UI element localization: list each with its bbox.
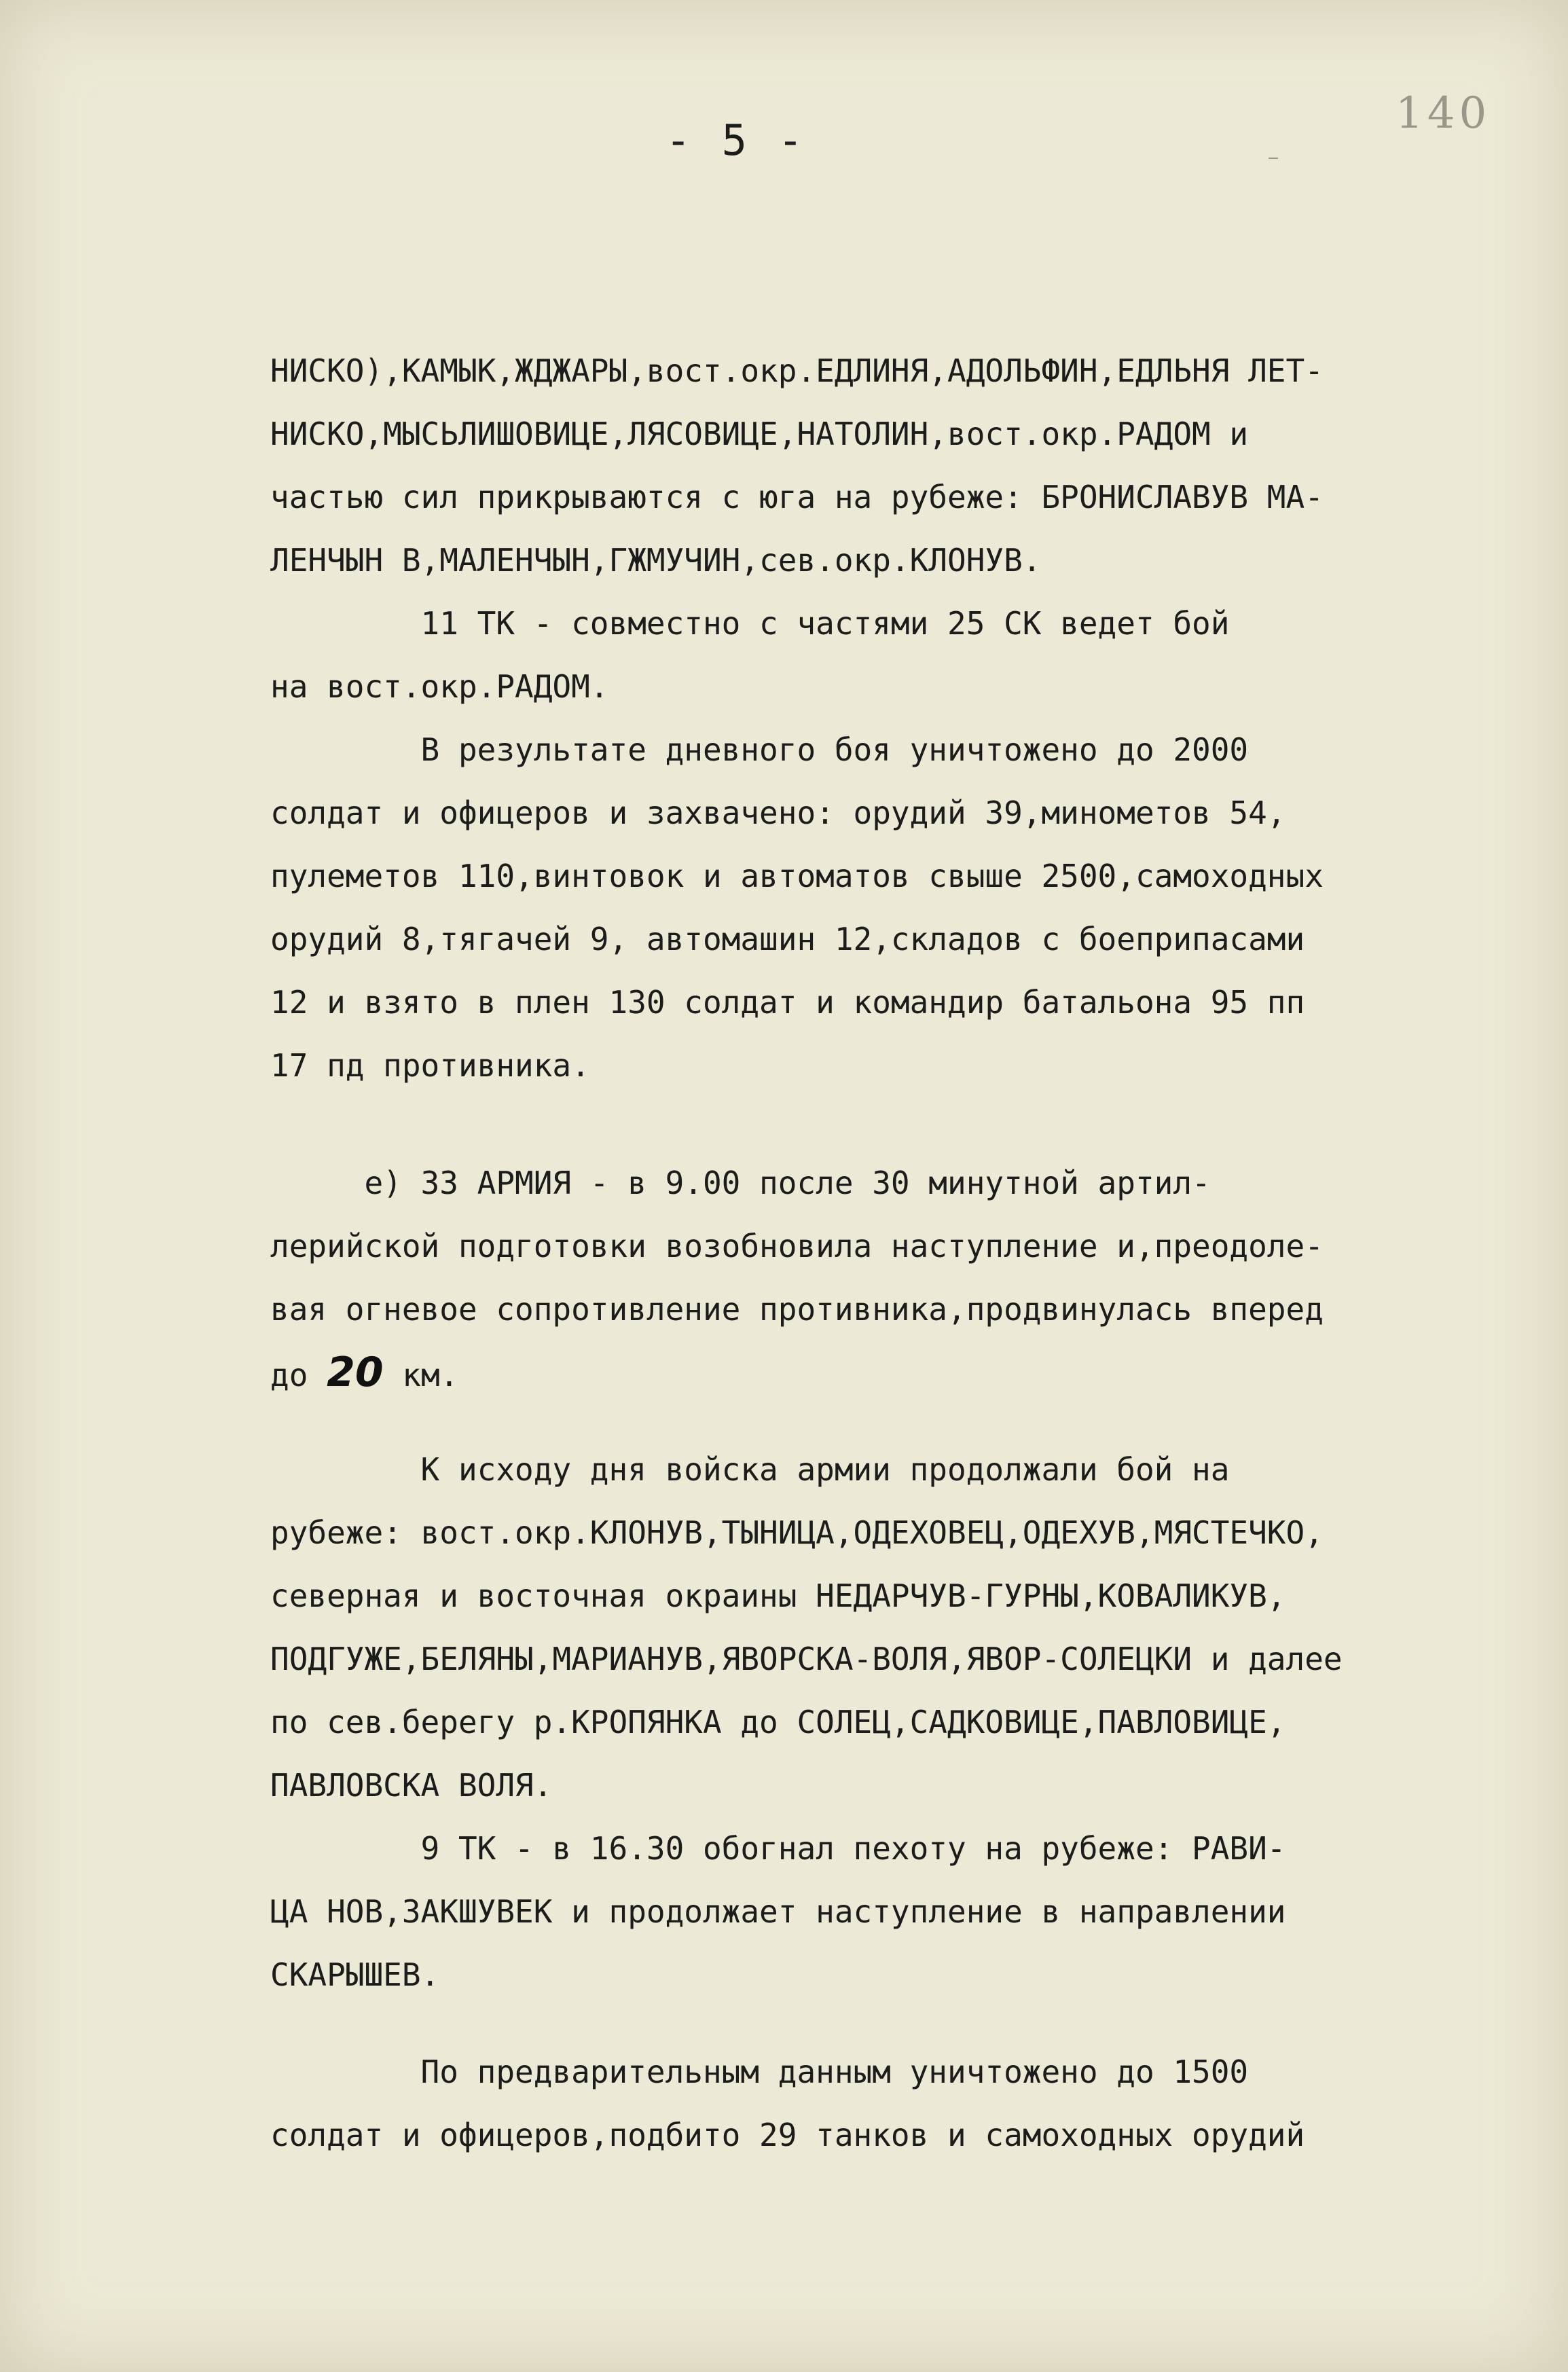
line-prefix: до — [270, 1357, 327, 1393]
text-line: 12 и взято в плен 130 солдат и командир батальона 95 пп — [270, 984, 1305, 1021]
text-line: 17 пд противника. — [270, 1047, 590, 1084]
text-line — [270, 1341, 1533, 1404]
paragraph-4 — [270, 2041, 1533, 2167]
text-line: северная и восточная окраины НЕДАРЧУВ-ГУРНЫ,КОВАЛИКУВ, — [270, 1577, 1286, 1614]
text-line: рубеже: вост.окр.КЛОНУВ,ТЫНИЦА,ОДЕХОВЕЦ,ОДЕХУВ,МЯСТЕЧКО, — [270, 1514, 1324, 1551]
paragraph-gap — [270, 1097, 1533, 1152]
text-line: ЛЕНЧЫН В,МАЛЕНЧЫН,ГЖМУЧИН,сев.окр.КЛОНУВ. — [270, 542, 1042, 579]
line-suffix: км. — [383, 1357, 459, 1393]
handwritten-number: 20 — [327, 1349, 384, 1396]
text-line: орудий 8,тягачей 9, автомашин 12,складов с боеприпасами — [270, 921, 1305, 957]
paragraph-3 — [270, 1438, 1533, 2007]
text-line: НИСКО),КАМЫК,ЖДЖАРЫ,вост.окр.ЕДЛИНЯ,АДОЛЬФИН,ЕДЛЬНЯ ЛЕТ- — [270, 352, 1324, 389]
text-line: е) 33 АРМИЯ - в 9.00 после 30 минутной артил- — [270, 1165, 1211, 1201]
text-line: К исходу дня войска армии продолжали бой на — [270, 1451, 1230, 1488]
text-line: вая огневое сопротивление противника,продвинулась вперед — [270, 1291, 1324, 1328]
text-line: по сев.берегу р.КРОПЯНКА до СОЛЕЦ,САДКОВИЦЕ,ПАВЛОВИЦЕ, — [270, 1704, 1286, 1740]
text-line: ПАВЛОВСКА ВОЛЯ. — [270, 1767, 553, 1804]
paragraph-gap — [270, 2007, 1533, 2041]
text-line: ЦА НОВ,ЗАКШУВЕК и продолжает наступление в направлении — [270, 1893, 1286, 1930]
page-number: - 5 - — [666, 115, 806, 165]
text-line: на вост.окр.РАДОМ. — [270, 668, 609, 705]
document-body — [270, 340, 1533, 2167]
pencil-mark — [1269, 158, 1278, 159]
archive-number: 140 — [1396, 88, 1491, 139]
text-line: СКАРЫШЕВ. — [270, 1956, 440, 1993]
text-line: пулеметов 110,винтовок и автоматов свыше 2500,самоходных — [270, 858, 1324, 894]
text-line: 9 ТК - в 16.30 обогнал пехоту на рубеже: РАВИ- — [270, 1830, 1286, 1867]
text-line: лерийской подготовки возобновила наступление и,преодоле- — [270, 1228, 1324, 1264]
text-line: солдат и офицеров,подбито 29 танков и самоходных орудий — [270, 2117, 1305, 2153]
text-line: солдат и офицеров и захвачено: орудий 39,минометов 54, — [270, 795, 1286, 831]
text-line: НИСКО,МЫСЬЛИШОВИЦЕ,ЛЯСОВИЦЕ,НАТОЛИН,вост.окр.РАДОМ и — [270, 416, 1249, 452]
paragraph-1 — [270, 340, 1533, 1097]
text-line: частью сил прикрываются с юга на рубеже: БРОНИСЛАВУВ МА- — [270, 479, 1324, 515]
text-line: По предварительным данным уничтожено до 1500 — [270, 2054, 1249, 2090]
paragraph-2 — [270, 1152, 1533, 1341]
text-line: 11 ТК - совместно с частями 25 СК ведет бой — [270, 605, 1230, 642]
text-line: ПОДГУЖЕ,БЕЛЯНЫ,МАРИАНУВ,ЯВОРСКА-ВОЛЯ,ЯВОР-СОЛЕЦКИ и далее — [270, 1641, 1343, 1677]
text-line: В результате дневного боя уничтожено до 2000 — [270, 731, 1249, 768]
paragraph-gap — [270, 1404, 1533, 1438]
